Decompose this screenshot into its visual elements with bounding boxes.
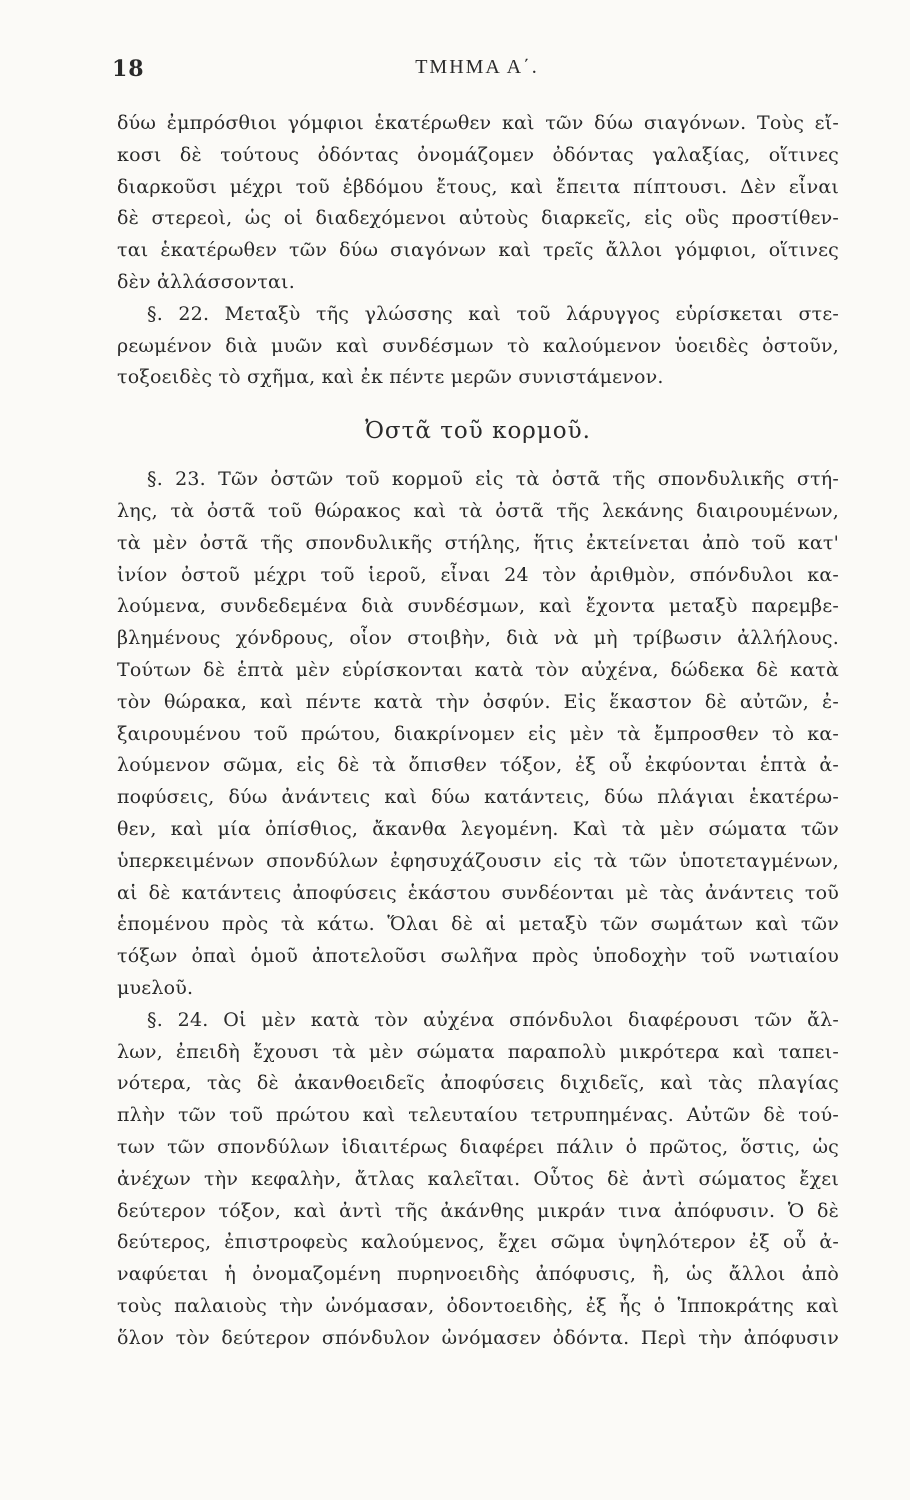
text-line: δύω ἐμπρόσθιοι γόμφιοι ἑκατέρωθεν καὶ τῶν δύω σιαγόνων. Τοὺς εἴ- (117, 112, 839, 134)
text-line: διαρκοῦσι μέχρι τοῦ ἑβδόμου ἔτους, καὶ ἔπειτα πίπτουσι. Δὲν εἶναι (117, 175, 839, 198)
chapter-title: ΤΜΗΜΑ Α΄. (415, 56, 539, 78)
text-line: νότερα, τὰς δὲ ἀκανθοειδεῖς ἀποφύσεις διχιδεῖς, καὶ τὰς πλαγίας (117, 1072, 839, 1095)
paragraph-section-22 (117, 299, 839, 394)
paragraph-section-23 (117, 464, 839, 1005)
text-line: των τῶν σπονδύλων ἰδιαιτέρως διαφέρει πάλιν ὁ πρῶτος, ὅστις, ὡς (117, 1135, 839, 1158)
page-body (117, 108, 839, 1354)
paragraph-continued (117, 108, 839, 299)
section-heading: Ὀστᾶ τοῦ κορμοῦ. (365, 418, 591, 445)
text-line: θεν, καὶ μία ὀπίσθιος, ἄκανθα λεγομένη. Καὶ τὰ μὲν σώματα τῶν (117, 817, 839, 840)
text-line: λούμενον σῶμα, εἰς δὲ τὰ ὄπισθεν τόξον, ἐξ οὗ ἐκφύονται ἑπτὰ ἀ- (117, 754, 839, 777)
text-line: δὲν ἀλλάσσονται. (117, 270, 295, 293)
text-line: αἱ δὲ κατάντεις ἀποφύσεις ἑκάστου συνδέονται μὲ τὰς ἀνάντεις τοῦ (117, 881, 839, 904)
text-line: δεύτερος, ἐπιστροφεὺς καλούμενος, ἔχει σῶμα ὑψηλότερον ἐξ οὗ ἀ- (117, 1231, 839, 1254)
text-line: δὲ στερεοὶ, ὡς οἱ διαδεχόμενοι αὐτοὺς διαρκεῖς, εἰς οὓς προστίθεν- (117, 207, 839, 230)
text-line: βλημένους χόνδρους, οἷον στοιβὴν, διὰ νὰ μὴ τρίβωσιν ἀλλήλους. (117, 627, 839, 650)
text-line: ξαιρουμένου τοῦ πρώτου, διακρίνομεν εἰς μὲν τὰ ἔμπροσθεν τὸ κα- (117, 722, 839, 745)
text-line: §. 22. Μεταξὺ τῆς γλώσσης καὶ τοῦ λάρυγγος εὑρίσκεται στε- (147, 302, 839, 325)
text-line: δεύτερον τόξον, καὶ ἀντὶ τῆς ἀκάνθης μικράν τινα ἀπόφυσιν. Ὁ δὲ (117, 1199, 839, 1222)
text-line: ἀνέχων τὴν κεφαλὴν, ἄτλας καλεῖται. Οὗτος δὲ ἀντὶ σώματος ἔχει (117, 1167, 839, 1190)
text-line: τοξοειδὲς τὸ σχῆμα, καὶ ἐκ πέντε μερῶν συνιστάμενον. (117, 366, 664, 389)
text-line: ναφύεται ἡ ὀνομαζομένη πυρηνοειδὴς ἀπόφυσις, ἢ, ὡς ἄλλοι ἀπὸ (117, 1263, 839, 1286)
page-number: 18 (112, 56, 145, 82)
text-line: ἑπομένου πρὸς τὰ κάτω. Ὅλαι δὲ αἱ μεταξὺ τῶν σωμάτων καὶ τῶν (117, 913, 839, 936)
text-line: τόξων ὀπαὶ ὁμοῦ ἀποτελοῦσι σωλῆνα πρὸς ὑποδοχὴν τοῦ νωτιαίου (117, 945, 839, 968)
text-line: ρεωμένον διὰ μυῶν καὶ συνδέσμων τὸ καλούμενον ὑοειδὲς ὀστοῦν, (117, 334, 839, 357)
text-line: ὅλον τὸν δεύτερον σπόνδυλον ὠνόμασεν ὀδόντα. Περὶ τὴν ἀπόφυσιν (117, 1326, 839, 1349)
text-line: λης, τὰ ὀστᾶ τοῦ θώρακος καὶ τὰ ὀστᾶ τῆς λεκάνης διαιρουμένων, (117, 499, 839, 522)
text-line: κοσι δὲ τούτους ὀδόντας ὀνομάζομεν ὀδόντας γαλαξίας, οἵτινες (117, 143, 839, 166)
text-line: §. 24. Οἱ μὲν κατὰ τὸν αὐχένα σπόνδυλοι διαφέρουσι τῶν ἄλ- (147, 1008, 839, 1031)
text-line: Τούτων δὲ ἑπτὰ μὲν εὑρίσκονται κατὰ τὸν αὐχένα, δώδεκα δὲ κατὰ (117, 658, 839, 681)
text-line: ται ἑκατέρωθεν τῶν δύω σιαγόνων καὶ τρεῖς ἄλλοι γόμφιοι, οἵτινες (117, 239, 839, 262)
running-head (112, 56, 842, 86)
paragraph-section-24 (117, 1005, 839, 1355)
text-line: μυελοῦ. (117, 976, 194, 999)
text-line: πλὴν τῶν τοῦ πρώτου καὶ τελευταίου τετρυπημένας. Αὐτῶν δὲ τού- (117, 1104, 839, 1127)
text-line: τὰ μὲν ὀστᾶ τῆς σπονδυλικῆς στήλης, ἥτις ἐκτείνεται ἀπὸ τοῦ κατ' (117, 531, 839, 554)
text-line: λων, ἐπειδὴ ἔχουσι τὰ μὲν σώματα παραπολὺ μικρότερα καὶ ταπει- (117, 1040, 839, 1063)
text-line: τὸν θώρακα, καὶ πέντε κατὰ τὴν ὀσφύν. Εἰς ἕκαστον δὲ αὐτῶν, ἐ- (117, 690, 839, 713)
text-line: ὑπερκειμένων σπονδύλων ἐφησυχάζουσιν εἰς τὰ τῶν ὑποτεταγμένων, (117, 849, 839, 872)
text-line: §. 23. Τῶν ὀστῶν τοῦ κορμοῦ εἰς τὰ ὀστᾶ τῆς σπονδυλικῆς στή- (147, 468, 839, 491)
text-line: λούμενα, συνδεδεμένα διὰ συνδέσμων, καὶ ἔχοντα μεταξὺ παρεμβε- (117, 595, 839, 618)
text-line: τοὺς παλαιοὺς τὴν ὠνόμασαν, ὀδοντοειδὴς, ἐξ ἧς ὁ Ἱπποκράτης καὶ (117, 1294, 839, 1317)
text-line: ποφύσεις, δύω ἀνάντεις καὶ δύω κατάντεις, δύω πλάγιαι ἑκατέρω- (117, 786, 839, 809)
text-line: ἰνίον ὀστοῦ μέχρι τοῦ ἱεροῦ, εἶναι 24 τὸν ἀριθμὸν, σπόνδυλοι κα- (117, 563, 839, 586)
